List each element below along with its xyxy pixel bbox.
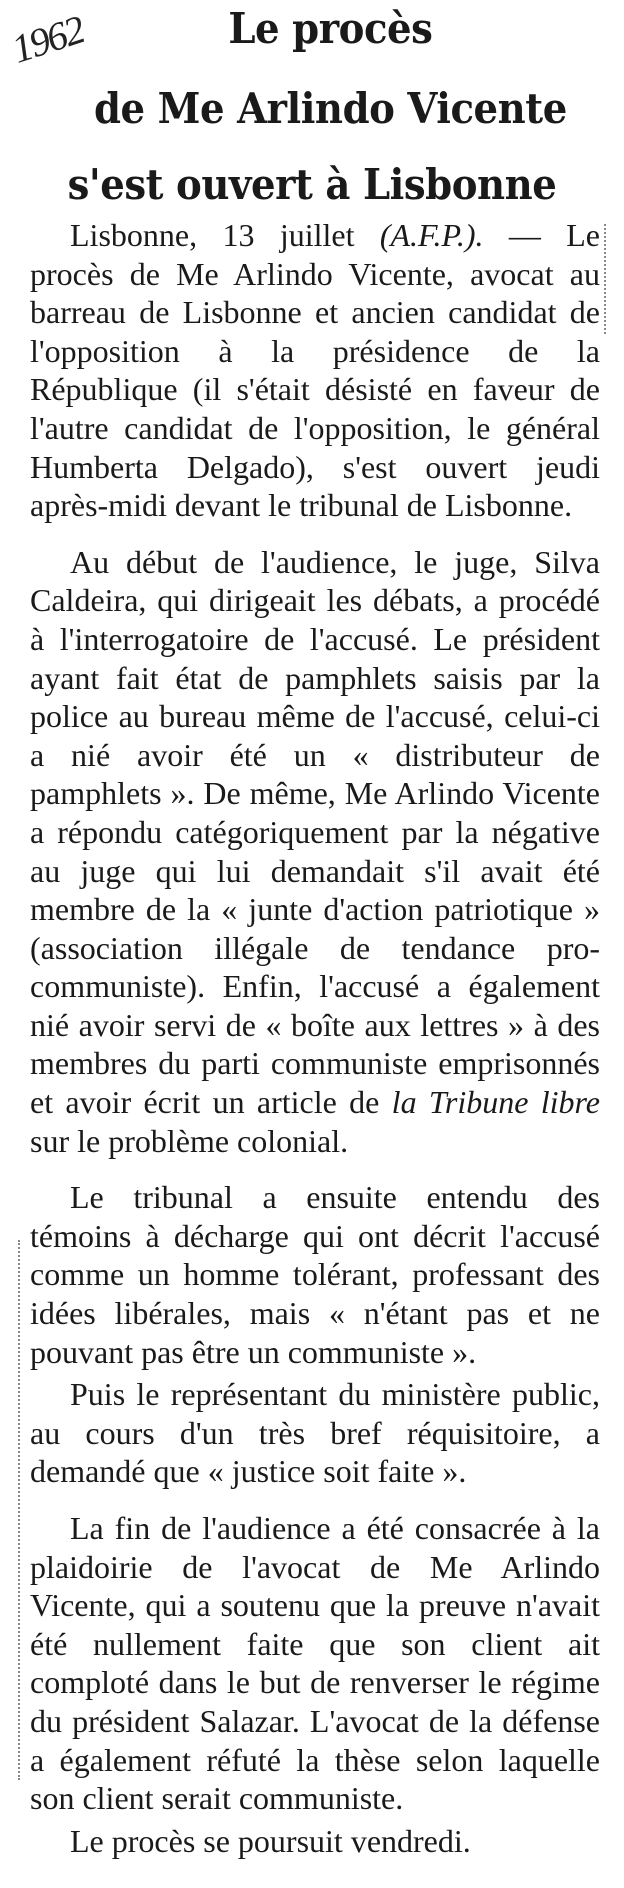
paragraph-text: sur le problème colonial. xyxy=(30,1122,349,1159)
article-paragraph xyxy=(30,1822,600,1861)
article-paragraph xyxy=(30,216,600,525)
agency-credit: (A.F.P.). xyxy=(379,217,484,253)
paragraph-text: Le procès se poursuit vendredi. xyxy=(70,1822,471,1859)
column-rule xyxy=(18,1240,20,1780)
paragraph-text: La fin de l'audience a été consacrée à la plaidoirie de l'avocat de Me Arlindo Vicente, qui a soutenu que la preuve n'avait été nullement faite que son client ait comploté dans le but de renverser le régime du président Salazar. L'avocat de la défense a également réfuté la thèse selon laquelle son client serait communiste. xyxy=(30,1510,600,1817)
paragraph-text: — Le procès de Me Arlindo Vicente, avocat au barreau de Lisbonne et ancien candidat de l'opposition à la présidence de la République (il s'était désisté en faveur de l'autre candidat de l'opposition, le général Humberta Delgado), s'est ouvert jeudi après-midi devant le tribunal de Lisbonne. xyxy=(30,217,600,524)
paragraph-text: Puis le représentant du ministère public, au cours d'un très bref réquisitoire, a demandé que « justice soit faite ». xyxy=(30,1376,600,1490)
publication-title: la Tribune libre xyxy=(391,1084,601,1121)
article-paragraph xyxy=(30,1375,600,1491)
article-body xyxy=(30,216,600,1878)
headline-line-2: de Me Arlindo Vicente xyxy=(93,84,567,133)
paragraph-text: Le tribunal a ensuite entendu des témoins à décharge qui ont décrit l'accusé comme un homme tolérant, professant des idées libérales, mais « n'étant pas et ne pouvant pas être un communiste ». xyxy=(30,1179,600,1370)
headline-line-1: Le procès xyxy=(228,4,433,53)
article-paragraph xyxy=(30,1509,600,1818)
article-paragraph xyxy=(30,543,600,1161)
headline-line-3: s'est ouvert à Lisbonne xyxy=(67,160,557,209)
dateline: Lisbonne, 13 juillet xyxy=(70,217,355,253)
column-rule xyxy=(604,224,606,334)
handwritten-annotation: 1962 xyxy=(6,6,89,72)
paragraph-text: Au début de l'audience, le juge, Silva Caldeira, qui dirigeait les débats, a procédé à l'interrogatoire de l'accusé. Le président ayant fait état de pamphlets saisis par la police au bureau même de l'accusé, celui-ci a nié avoir été un « distributeur de pamphlets ». De même, Me Arlindo Vicente a répondu catégoriquement par la négative au juge qui lui demandait s'il avait été membre de la « junte d'action patriotique » (association illégale de tendance pro-communiste). Enfin, l'accusé a également nié avoir servi de « boîte aux lettres » à des membres du parti communiste emprisonnés et avoir écrit un article de xyxy=(30,543,600,1121)
article-paragraph xyxy=(30,1178,600,1371)
